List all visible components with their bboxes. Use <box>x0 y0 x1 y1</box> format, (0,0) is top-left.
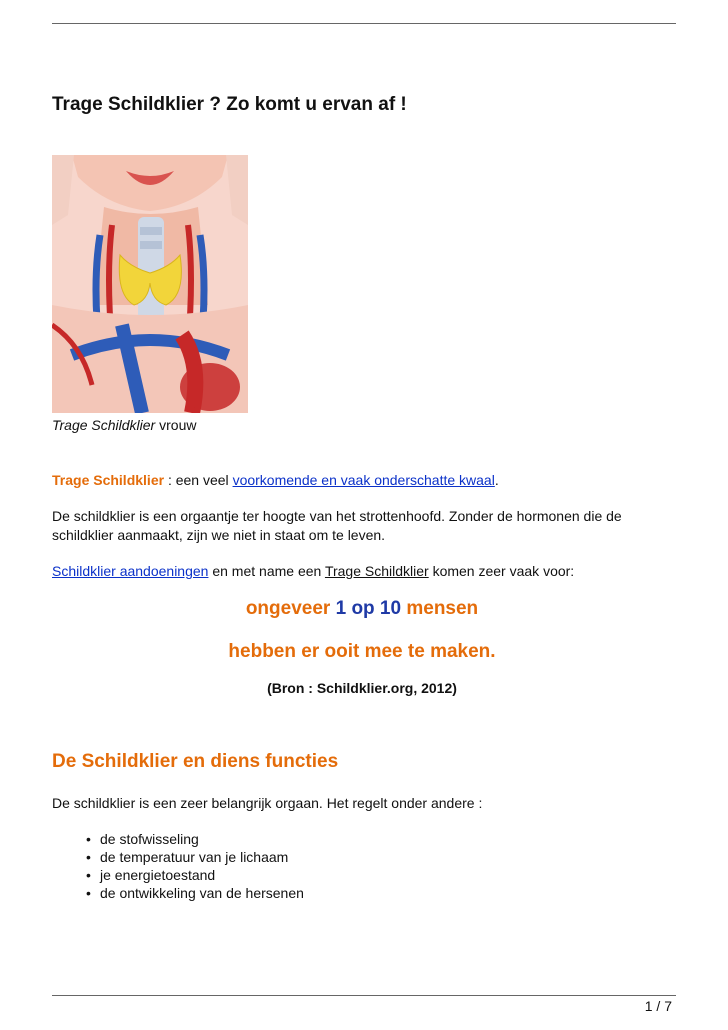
caption-rest: vrouw <box>155 417 197 433</box>
intro-end: . <box>494 472 499 488</box>
list-item: • de ontwikkeling van de hersenen <box>86 884 304 902</box>
intro-mid: : een veel <box>164 472 233 488</box>
page-number: 1 / 7 <box>644 998 672 1014</box>
image-caption <box>52 417 196 433</box>
intro-paragraph <box>52 471 672 490</box>
header-rule <box>52 23 676 24</box>
highlight-source: (Bron : Schildklier.org, 2012) <box>267 680 457 696</box>
list-item: • de stofwisseling <box>86 830 304 848</box>
highlight-line-2: hebben er ooit mee te maken. <box>228 641 496 662</box>
highlight-line-1 <box>52 598 672 620</box>
trage-schildklier-link[interactable]: Trage Schildklier <box>324 563 429 579</box>
list-item: • je energietoestand <box>86 866 304 884</box>
page-title: Trage Schildklier ? Zo komt u ervan af ! <box>52 94 407 115</box>
aandoeningen-link[interactable]: Schildklier aandoeningen <box>52 563 209 579</box>
description-paragraph: De schildklier is een orgaantje ter hoogte van het strottenhoofd. Zonder de hormonen die de schildklier aanmaakt, zijn we niet in staat om te leven. <box>52 508 622 543</box>
prevalence-end: komen zeer vaak voor: <box>428 563 575 579</box>
thyroid-illustration <box>52 155 248 413</box>
highlight-pre: ongeveer <box>245 598 336 619</box>
kwaal-link[interactable]: voorkomende en vaak onderschatte kwaal <box>232 472 495 488</box>
footer-rule <box>52 995 676 996</box>
highlight-post: mensen <box>401 598 479 619</box>
highlight-ratio: 1 op 10 <box>335 598 402 619</box>
section-heading: De Schildklier en diens functies <box>52 751 339 772</box>
prevalence-mid: en met name een <box>208 563 325 579</box>
functions-list <box>86 830 304 902</box>
prevalence-paragraph <box>52 562 672 581</box>
section-intro: De schildklier is een zeer belangrijk orgaan. Het regelt onder andere : <box>52 795 483 811</box>
list-item: • de temperatuur van je lichaam <box>86 848 304 866</box>
caption-emphasis: Trage Schildklier <box>52 417 156 433</box>
intro-bold: Trage Schildklier <box>52 472 165 488</box>
